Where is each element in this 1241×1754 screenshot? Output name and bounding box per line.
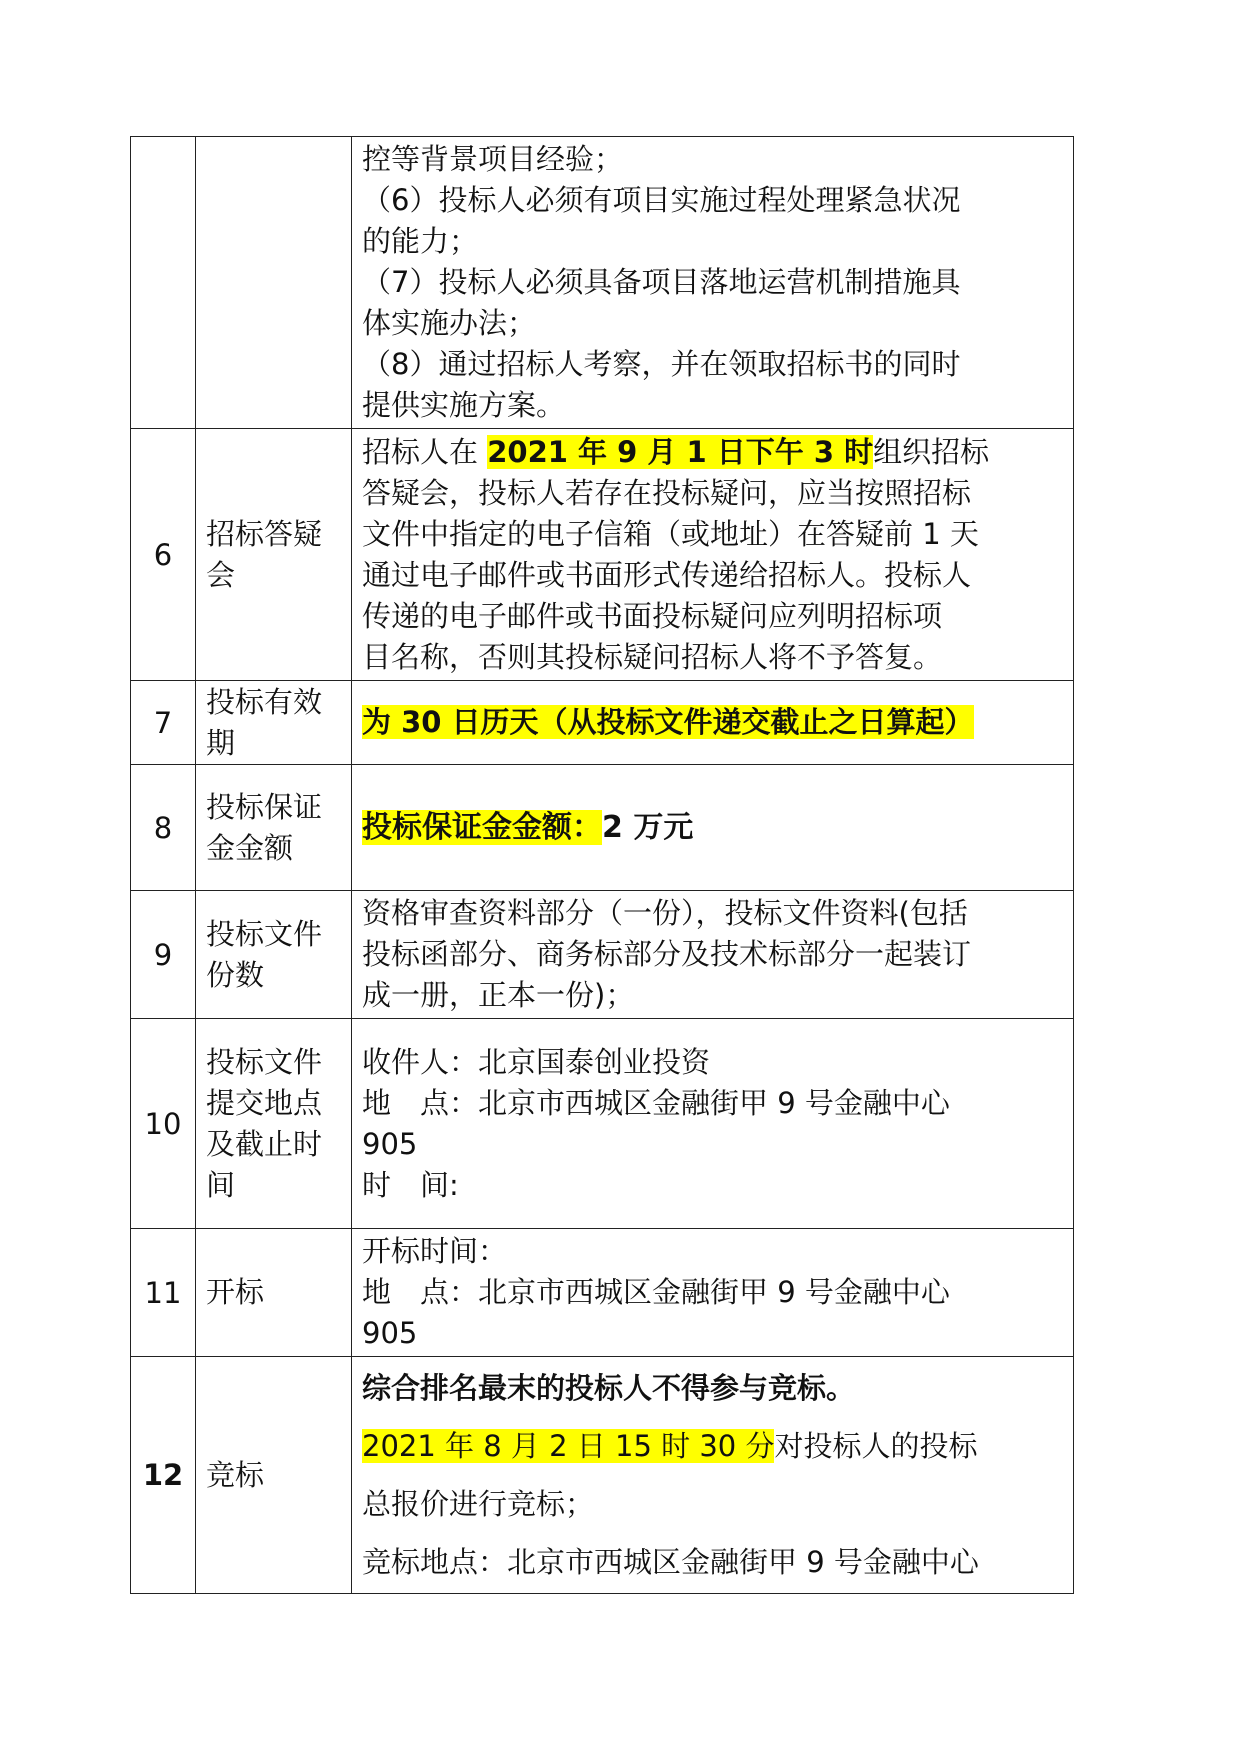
content-line: 开标时间： [362,1234,508,1268]
cell-content-continued [352,137,1074,429]
content-line: （6）投标人必须有项目实施过程处理紧急状况 [362,183,961,217]
content-line [362,702,1065,743]
content-line: 地 点：北京市西城区金融街甲 9 号金融中心 [362,1085,950,1120]
row-number: 9 [131,891,196,1019]
row-number: 8 [131,765,196,891]
table-row-continued [131,137,1074,429]
tender-info-table [130,136,1074,1594]
row-label: 竞标 [196,1357,352,1594]
content-line: 资格审查资料部分（一份），投标文件资料(包括 [362,896,968,930]
content-line [362,432,1065,473]
content-line: 时 间: [362,1167,459,1202]
content-line: 905 [362,1126,418,1161]
cell-content-q-and-a [352,429,1074,681]
cell-content-submission [352,1019,1074,1229]
content-line: （8）通过招标人考察，并在领取招标书的同时 [362,347,961,381]
content-line: 答疑会，投标人若存在投标疑问，应当按照招标 [362,475,972,510]
text-rest: 对投标人的投标 [774,1429,978,1463]
row-label: 投标有效期 [196,681,352,765]
row-label: 招标答疑会 [196,429,352,681]
highlighted-date: 2021 年 9 月 1 日下午 3 时 [487,434,874,469]
highlighted-validity: 为 30 日历天（从投标文件递交截止之日算起） [362,705,974,739]
deposit-amount: 2 万元 [602,810,694,845]
content-line [362,807,1065,848]
row-label: 投标文件份数 [196,891,352,1019]
table-row-8 [131,765,1074,891]
content-line: 体实施办法； [362,306,537,340]
row-number: 7 [131,681,196,765]
cell-content-opening [352,1229,1074,1357]
highlighted-bid-time: 2021 年 8 月 2 日 15 时 30 分 [362,1429,775,1463]
content-line: （7）投标人必须具备项目落地运营机制措施具 [362,265,961,299]
cell-num-empty [131,137,196,429]
table-row-6 [131,429,1074,681]
content-line: 地 点：北京市西城区金融街甲 9 号金融中心 [362,1275,950,1309]
cell-content-bidding [352,1357,1074,1594]
content-line: 投标函部分、商务标部分及技术标部分一起装订 [362,937,972,971]
content-line: 文件中指定的电子信箱（或地址）在答疑前 1 天 [362,516,979,551]
row-number: 11 [131,1229,196,1357]
content-line: 905 [362,1316,418,1350]
content-line: 收件人：北京国泰创业投资 [362,1044,711,1079]
highlighted-deposit-label: 投标保证金金额： [362,810,602,845]
row-label: 投标保证金金额 [196,765,352,891]
table-row-11 [131,1229,1074,1357]
cell-label-empty [196,137,352,429]
content-line: 的能力； [362,224,479,258]
content-line: 竞标地点：北京市西城区金融街甲 9 号金融中心 [362,1545,979,1579]
table-row-7 [131,681,1074,765]
text-prefix: 招标人在 [362,434,488,469]
cell-content-copies [352,891,1074,1019]
content-line-bold: 综合排名最末的投标人不得参与竞标。 [362,1371,856,1405]
content-line: 传递的电子邮件或书面投标疑问应列明招标项 [362,598,943,633]
content-line [362,1417,1065,1475]
content-line: 目名称，否则其投标疑问招标人将不予答复。 [362,639,943,674]
row-label: 投标文件提交地点及截止时间 [196,1019,352,1229]
row-number: 6 [131,429,196,681]
row-number: 10 [131,1019,196,1229]
content-line: 通过电子邮件或书面形式传递给招标人。投标人 [362,557,972,592]
content-line: 提供实施方案。 [362,388,566,422]
text-rest: 组织招标 [873,434,990,469]
row-number: 12 [131,1357,196,1594]
row-label: 开标 [196,1229,352,1357]
content-line: 成一册，正本一份)； [362,978,635,1012]
table-row-12 [131,1357,1074,1594]
cell-content-deposit [352,765,1074,891]
table-row-10 [131,1019,1074,1229]
table-row-9 [131,891,1074,1019]
cell-content-validity [352,681,1074,765]
content-line: 控等背景项目经验； [362,142,624,176]
content-line: 总报价进行竞标； [362,1487,595,1521]
